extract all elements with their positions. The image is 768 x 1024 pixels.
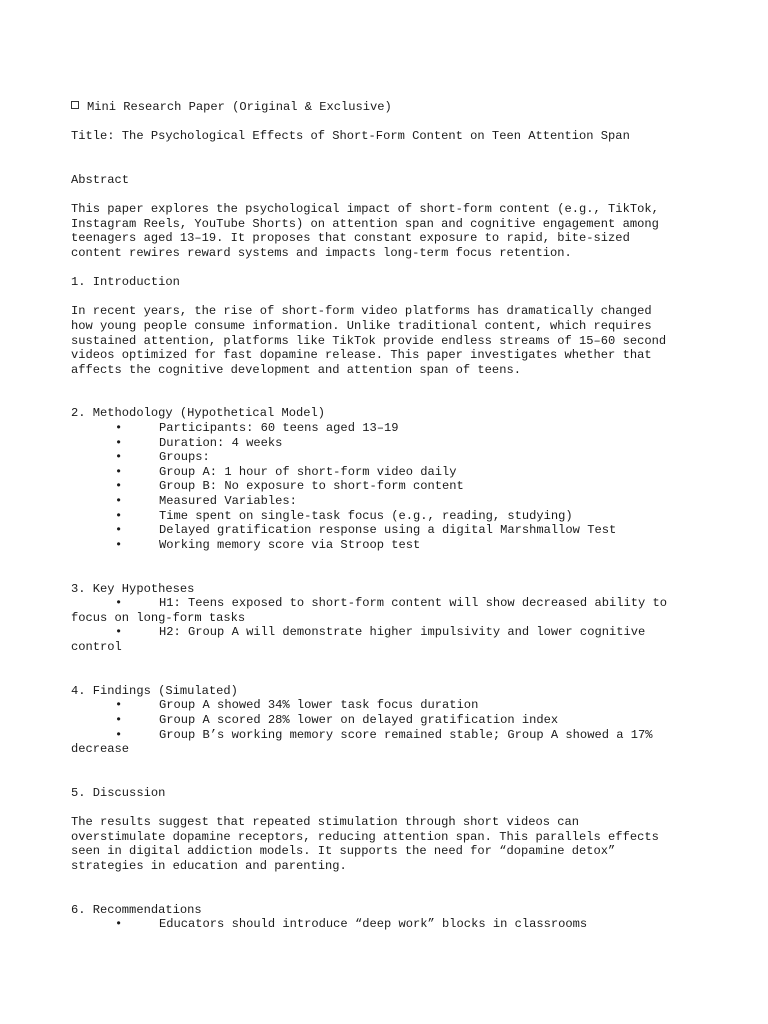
methodology-list bbox=[71, 421, 711, 552]
discussion-line: The results suggest that repeated stimulation through short videos can bbox=[71, 815, 580, 830]
document-page bbox=[71, 100, 711, 932]
hypotheses-list bbox=[71, 596, 711, 654]
introduction-body bbox=[71, 304, 711, 377]
list-item: • Working memory score via Stroop test bbox=[115, 537, 421, 552]
abstract-body bbox=[71, 202, 711, 260]
list-item: • Duration: 4 weeks bbox=[115, 435, 283, 450]
bullet-glyph: • bbox=[115, 712, 123, 727]
discussion-body bbox=[71, 815, 711, 873]
abstract-heading: Abstract bbox=[71, 172, 130, 187]
introduction-line: In recent years, the rise of short-form video platforms has dramatically changed bbox=[71, 304, 652, 319]
bullet-glyph: • bbox=[115, 435, 123, 450]
findings-heading: 4. Findings (Simulated) bbox=[71, 683, 238, 698]
list-item: • Group B’s working memory score remained stable; Group A showed a 17% decrease bbox=[71, 727, 653, 757]
list-item: • Group A scored 28% lower on delayed gratification index bbox=[115, 712, 559, 727]
abstract-line: teenagers aged 13–19. It proposes that constant exposure to rapid, bite-sized bbox=[71, 231, 630, 246]
introduction-line: affects the cognitive development and attention span of teens. bbox=[71, 362, 521, 377]
recommendations-heading: 6. Recommendations bbox=[71, 902, 202, 917]
list-item: • Group B: No exposure to short-form content bbox=[115, 479, 464, 494]
hypotheses-heading: 3. Key Hypotheses bbox=[71, 581, 195, 596]
list-item: • Groups: bbox=[115, 450, 210, 465]
discussion-heading: 5. Discussion bbox=[71, 785, 166, 800]
abstract-line: content rewires reward systems and impacts long-term focus retention. bbox=[71, 245, 572, 260]
list-item: • Group A showed 34% lower task focus duration bbox=[115, 698, 479, 713]
box-icon bbox=[71, 101, 79, 109]
methodology-heading: 2. Methodology (Hypothetical Model) bbox=[71, 406, 326, 421]
bullet-glyph: • bbox=[115, 479, 123, 494]
bullet-glyph: • bbox=[115, 698, 123, 713]
document-header-text: Mini Research Paper (Original & Exclusive) bbox=[87, 100, 392, 114]
discussion-line: seen in digital addiction models. It supports the need for “dopamine detox” bbox=[71, 844, 616, 859]
abstract-line: Instagram Reels, YouTube Shorts) on attention span and cognitive engagement among bbox=[71, 216, 659, 231]
bullet-glyph: • bbox=[115, 508, 123, 523]
introduction-line: how young people consume information. Unlike traditional content, which requires bbox=[71, 318, 652, 333]
bullet-glyph: • bbox=[115, 537, 123, 552]
list-item: • H2: Group A will demonstrate higher impulsivity and lower cognitive control bbox=[71, 625, 646, 654]
document-header bbox=[71, 100, 711, 115]
discussion-line: strategies in education and parenting. bbox=[71, 858, 347, 873]
list-item: • Time spent on single-task focus (e.g., reading, studying) bbox=[115, 508, 573, 523]
list-item: • H1: Teens exposed to short-form content will show decreased ability to focus on long-form tasks bbox=[71, 596, 668, 625]
bullet-glyph: • bbox=[115, 727, 123, 742]
list-item: • Delayed gratification response using a digital Marshmallow Test bbox=[115, 523, 617, 538]
bullet-glyph: • bbox=[115, 450, 123, 465]
introduction-heading: 1. Introduction bbox=[71, 275, 180, 290]
list-item: • Measured Variables: bbox=[115, 494, 297, 509]
bullet-glyph: • bbox=[115, 421, 123, 436]
list-item: • Group A: 1 hour of short-form video daily bbox=[115, 464, 457, 479]
bullet-glyph: • bbox=[115, 494, 123, 509]
recommendations-list bbox=[71, 917, 711, 932]
discussion-line: overstimulate dopamine receptors, reducing attention span. This parallels effects bbox=[71, 829, 659, 844]
bullet-glyph: • bbox=[115, 625, 123, 640]
findings-list bbox=[71, 698, 711, 756]
introduction-line: sustained attention, platforms like TikTok provide endless streams of 15–60 second bbox=[71, 333, 667, 348]
bullet-glyph: • bbox=[115, 917, 123, 932]
bullet-glyph: • bbox=[115, 464, 123, 479]
introduction-line: videos optimized for fast dopamine release. This paper investigates whether that bbox=[71, 348, 652, 363]
abstract-line: This paper explores the psychological impact of short-form content (e.g., TikTok, bbox=[71, 202, 659, 217]
paper-title: Title: The Psychological Effects of Short-Form Content on Teen Attention Span bbox=[71, 129, 630, 144]
bullet-glyph: • bbox=[115, 596, 123, 611]
bullet-glyph: • bbox=[115, 523, 123, 538]
list-item: • Participants: 60 teens aged 13–19 bbox=[115, 421, 399, 436]
list-item: • Educators should introduce “deep work” blocks in classrooms bbox=[115, 917, 588, 932]
